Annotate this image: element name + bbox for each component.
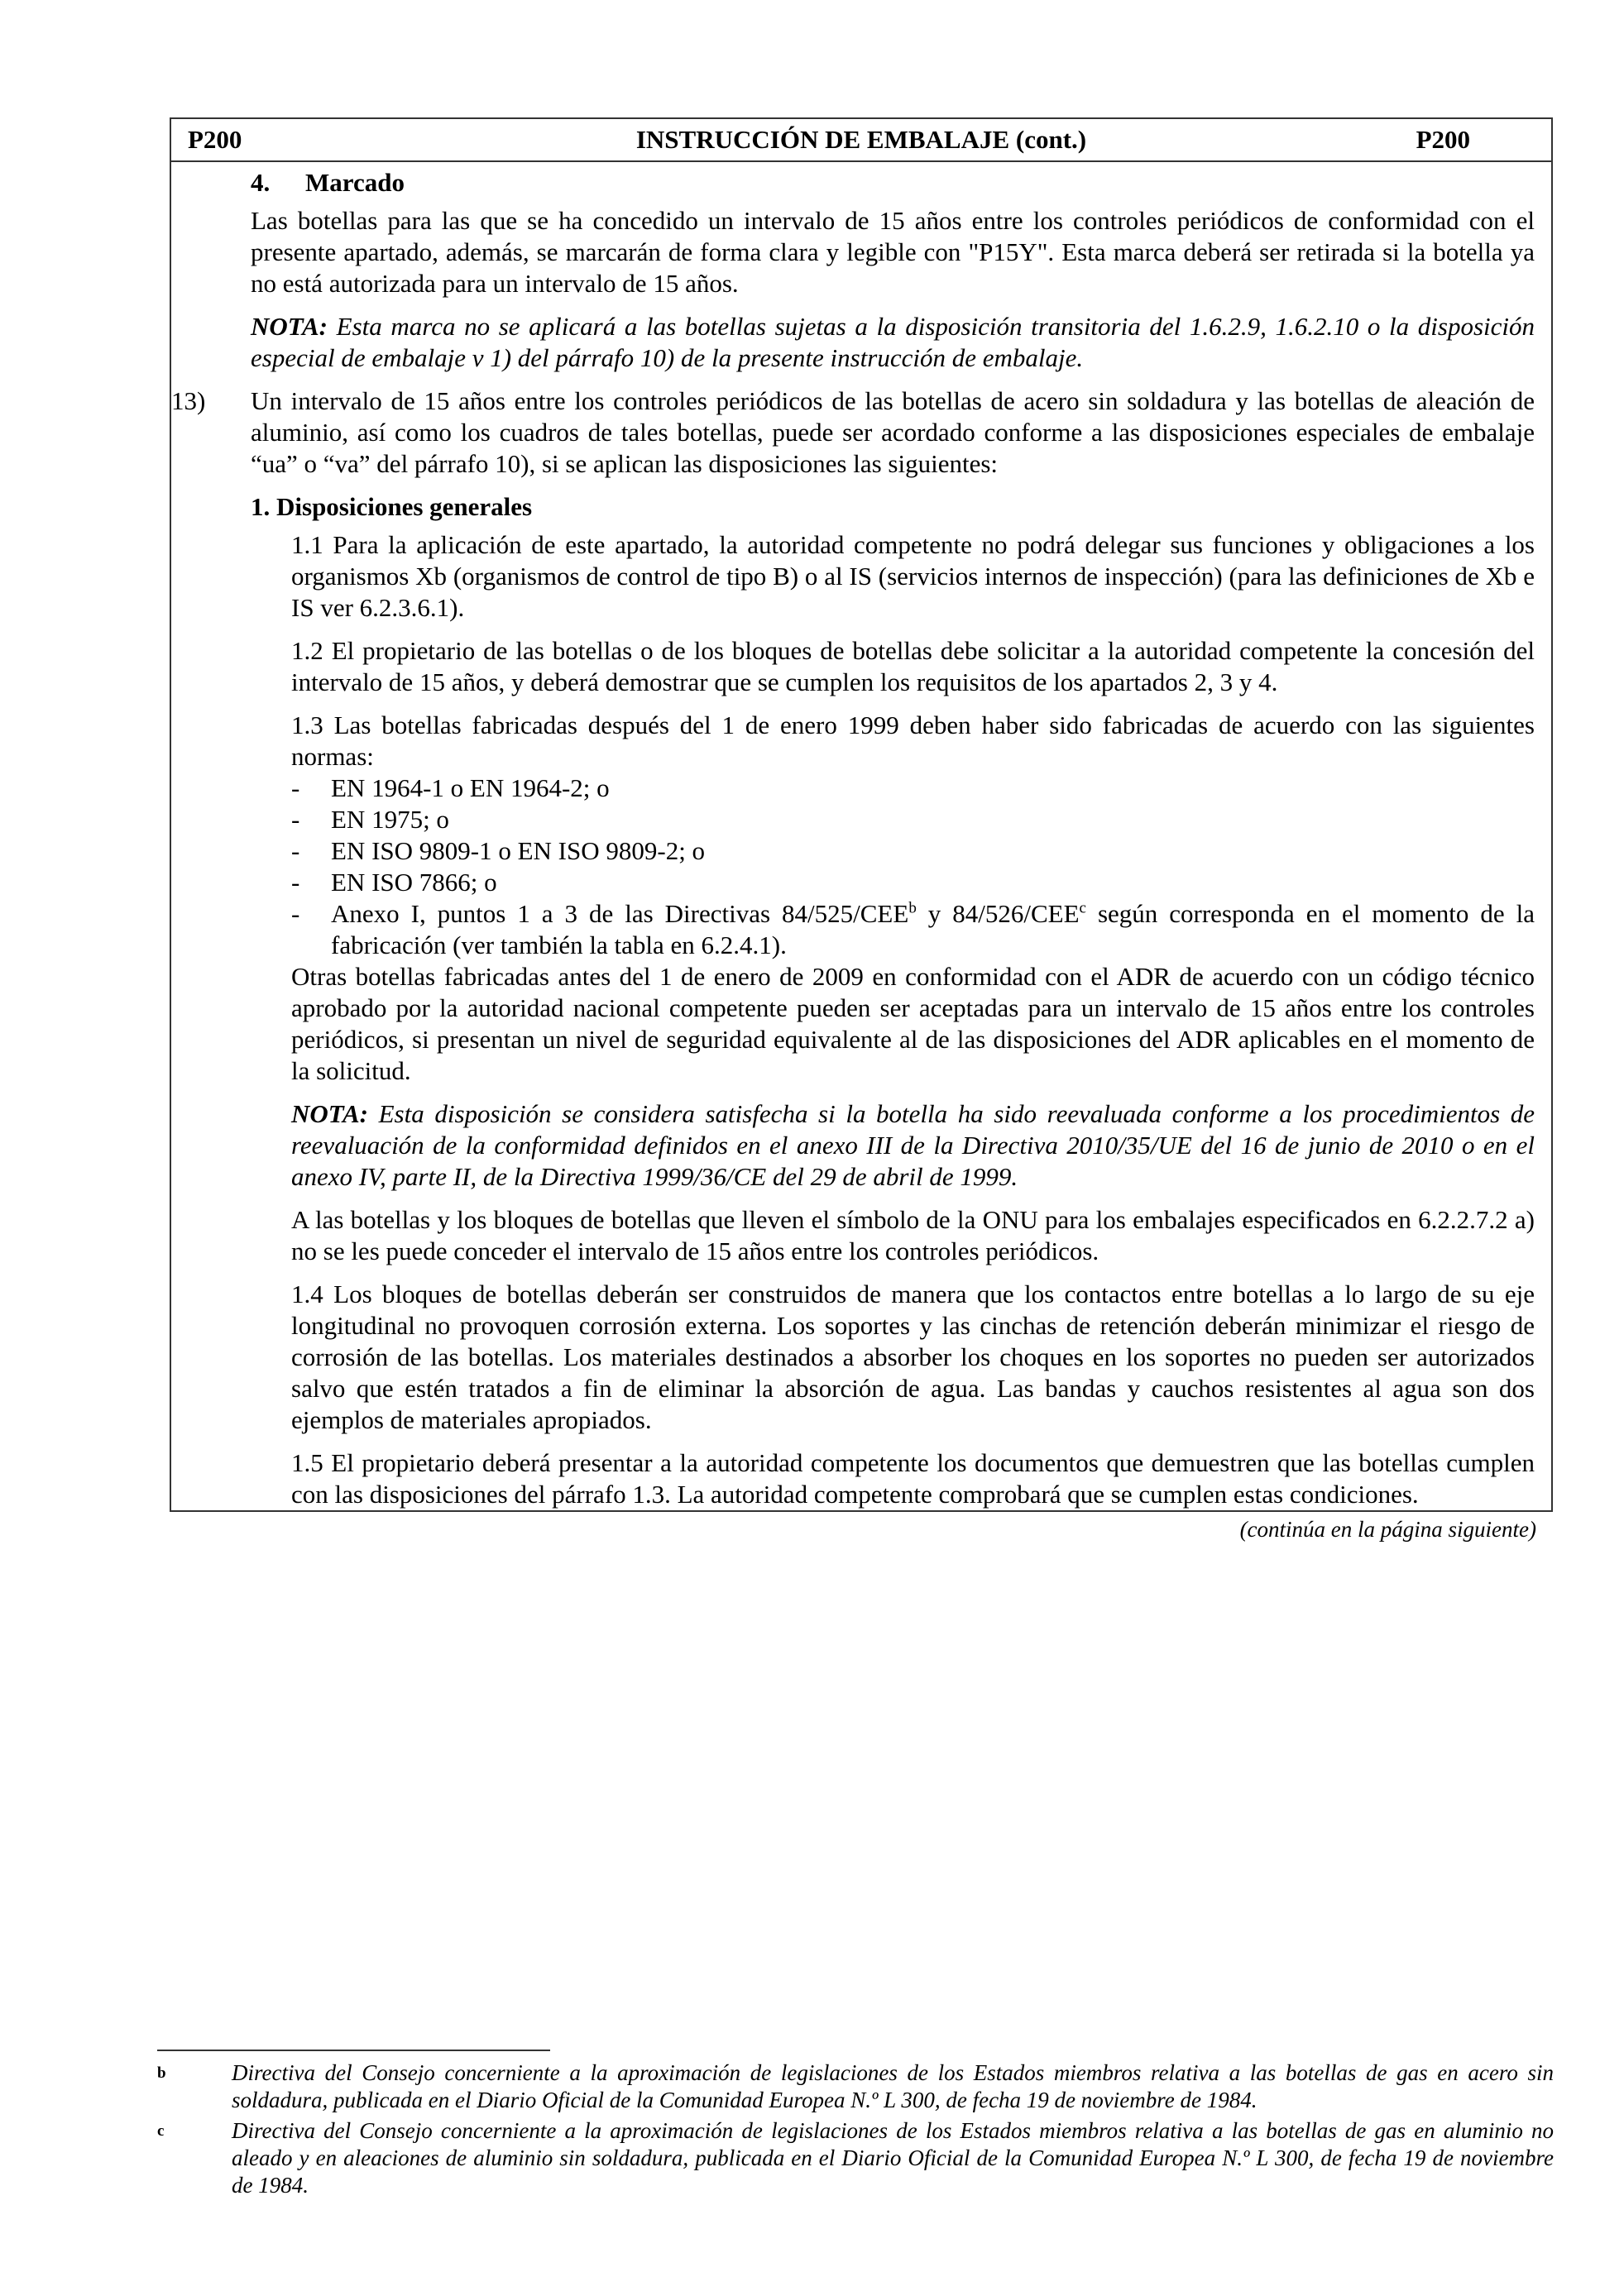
- header-code-left: P200: [188, 125, 242, 154]
- section-disposiciones: [291, 529, 1535, 1510]
- disposiciones-heading: 1. Disposiciones generales: [251, 492, 533, 521]
- document-page: [170, 117, 1553, 1543]
- footnote-text: Directiva del Consejo concerniente a la aproximación de legislaciones de los Estados miembros relativa a las botellas de gas en aluminio no aleado y en aleaciones de aluminio sin soldadura, publicada en el Diario Oficial de la Comunidad Europea N.º L 300, de fecha 19 de noviembre de 1984.: [232, 2118, 1554, 2198]
- header-code-right: P200: [1416, 125, 1470, 154]
- instruction-header: [171, 119, 1551, 162]
- disposiciones-note: [291, 1098, 1535, 1193]
- standards-list: [291, 773, 1535, 961]
- list-item: - EN ISO 7866; o: [291, 868, 497, 897]
- list-item: - EN ISO 9809-1 o EN ISO 9809-2; o: [291, 836, 706, 865]
- footnote-text: Directiva del Consejo concerniente a la aproximación de legislaciones de los Estados miembros relativa a las botellas de gas en acero sin soldadura, publicada en el Diario Oficial de la Comunidad Europea N.º L 300, de fecha 19 de noviembre de 1984.: [232, 2060, 1554, 2112]
- packing-instruction-box: [170, 117, 1553, 1512]
- marcado-note: [251, 311, 1535, 374]
- section-marcado: [251, 167, 1535, 374]
- marcado-number: 4.: [251, 168, 271, 197]
- paragraph-1-5: 1.5 El propietario deberá presentar a la autoridad competente los documentos que demuestren que las botellas cumplen con las disposiciones del párrafo 1.3. La autoridad competente comprobará que se cumplen estas condiciones.: [291, 1448, 1535, 1509]
- paragraph-1-2: 1.2 El propietario de las botellas o de los bloques de botellas debe solicitar a la autoridad competente la concesión del intervalo de 15 años, y deberá demostrar que se cumplen los requisitos de los apartados 2, 3 y 4.: [291, 636, 1535, 696]
- instruction-body: [171, 162, 1551, 1510]
- list-item: - EN 1964-1 o EN 1964-2; o: [291, 773, 610, 802]
- list-item: - EN 1975; o: [291, 805, 449, 834]
- footnote-mark: b: [157, 2064, 166, 2082]
- footnote-c: [157, 2117, 1554, 2199]
- continues-note: (continúa en la página siguiente): [1239, 1517, 1536, 1542]
- paragraph-otras-botellas: Otras botellas fabricadas antes del 1 de enero de 2009 en conformidad con el ADR de acuerdo con un código técnico aprobado por la autoridad nacional competente pueden ser aceptadas para un intervalo de 15 años entre los controles periódicos, si presentan un nivel de seguridad equivalente al de las disposiciones del ADR aplicables en el momento de la solicitud.: [291, 962, 1535, 1085]
- paragraph-onu: A las botellas y los bloques de botellas que lleven el símbolo de la ONU para los embalajes especificados en 6.2.2.7.2 a) no se les puede conceder el intervalo de 15 años entre los controles periódicos.: [291, 1205, 1535, 1265]
- footnote-mark: c: [157, 2122, 165, 2140]
- footnote-separator: [157, 2050, 550, 2051]
- item-13-text: Un intervalo de 15 años entre los controles periódicos de las botellas de acero sin soldadura y las botellas de aleación de aluminio, así como los cuadros de tales botellas, puede ser acordado conforme a las disposiciones especiales de embalaje “ua” o “va” del párrafo 10), si se aplican las disposiciones las siguientes:: [251, 386, 1535, 478]
- marcado-title: Marcado: [305, 168, 405, 197]
- marcado-note-label: NOTA:: [251, 312, 328, 341]
- paragraph-1-4: 1.4 Los bloques de botellas deberán ser construidos de manera que los contactos entre botellas a lo largo de su eje longitudinal no provoquen corrosión externa. Los soportes y las cinchas de retención deberán minimizar el riesgo de corrosión de las botellas. Los materiales destinados a absorber los choques en los soportes no pueden ser autorizados salvo que estén tratados a fin de eliminar la absorción de agua. Las bandas y cauchos resistentes al agua son dos ejemplos de materiales apropiados.: [291, 1280, 1535, 1434]
- item-13-label: 13): [171, 386, 206, 415]
- disposiciones-note-text: Esta disposición se considera satisfecha si la botella ha sido reevaluada conforme a los procedimientos de reevaluación de la conformidad definidos en el anexo III de la Directiva 2010/35/UE del 16 de junio de 2010 o en el anexo IV, parte II, de la Directiva 1999/36/CE del 29 de abril de 1999.: [291, 1099, 1535, 1191]
- paragraph-1-1: 1.1 Para la aplicación de este apartado, la autoridad competente no podrá delegar sus funciones y obligaciones a los organismos Xb (organismos de control de tipo B) o al IS (servicios internos de inspección) (para las definiciones de Xb e IS ver 6.2.3.6.1).: [291, 530, 1535, 622]
- header-title: INSTRUCCIÓN DE EMBALAJE (cont.): [635, 125, 1087, 154]
- footnote-ref-c: c: [1079, 899, 1086, 917]
- paragraph-1-3: 1.3 Las botellas fabricadas después del 1 de enero 1999 deben haber sido fabricadas de acuerdo con las siguientes normas:: [291, 710, 1535, 771]
- marcado-heading: [251, 167, 1535, 199]
- disposiciones-note-label: NOTA:: [291, 1099, 368, 1128]
- list-item-anexo: - Anexo I, puntos 1 a 3 de las Directivas 84/525/CEE$^b$ y 84/526/CEE$^c$ según corresponda en el momento de la fabricación (ver también la tabla en 6.2.4.1).: [291, 899, 1535, 959]
- footnote-b: [157, 2059, 1554, 2114]
- marcado-note-text: Esta marca no se aplicará a las botellas sujetas a la disposición transitoria del 1.6.2.9, 1.6.2.10 o la disposición especial de embalaje v 1) del párrafo 10) de la presente instrucción de embalaje.: [251, 312, 1535, 372]
- marcado-paragraph: Las botellas para las que se ha concedido un intervalo de 15 años entre los controles periódicos de conformidad con el presente apartado, además, se marcarán de forma clara y legible con "P15Y". Esta marca deberá ser retirada si la botella ya no está autorizada para un intervalo de 15 años.: [251, 206, 1535, 298]
- footnote-ref-b: b: [908, 899, 917, 917]
- item-13: [171, 385, 1535, 523]
